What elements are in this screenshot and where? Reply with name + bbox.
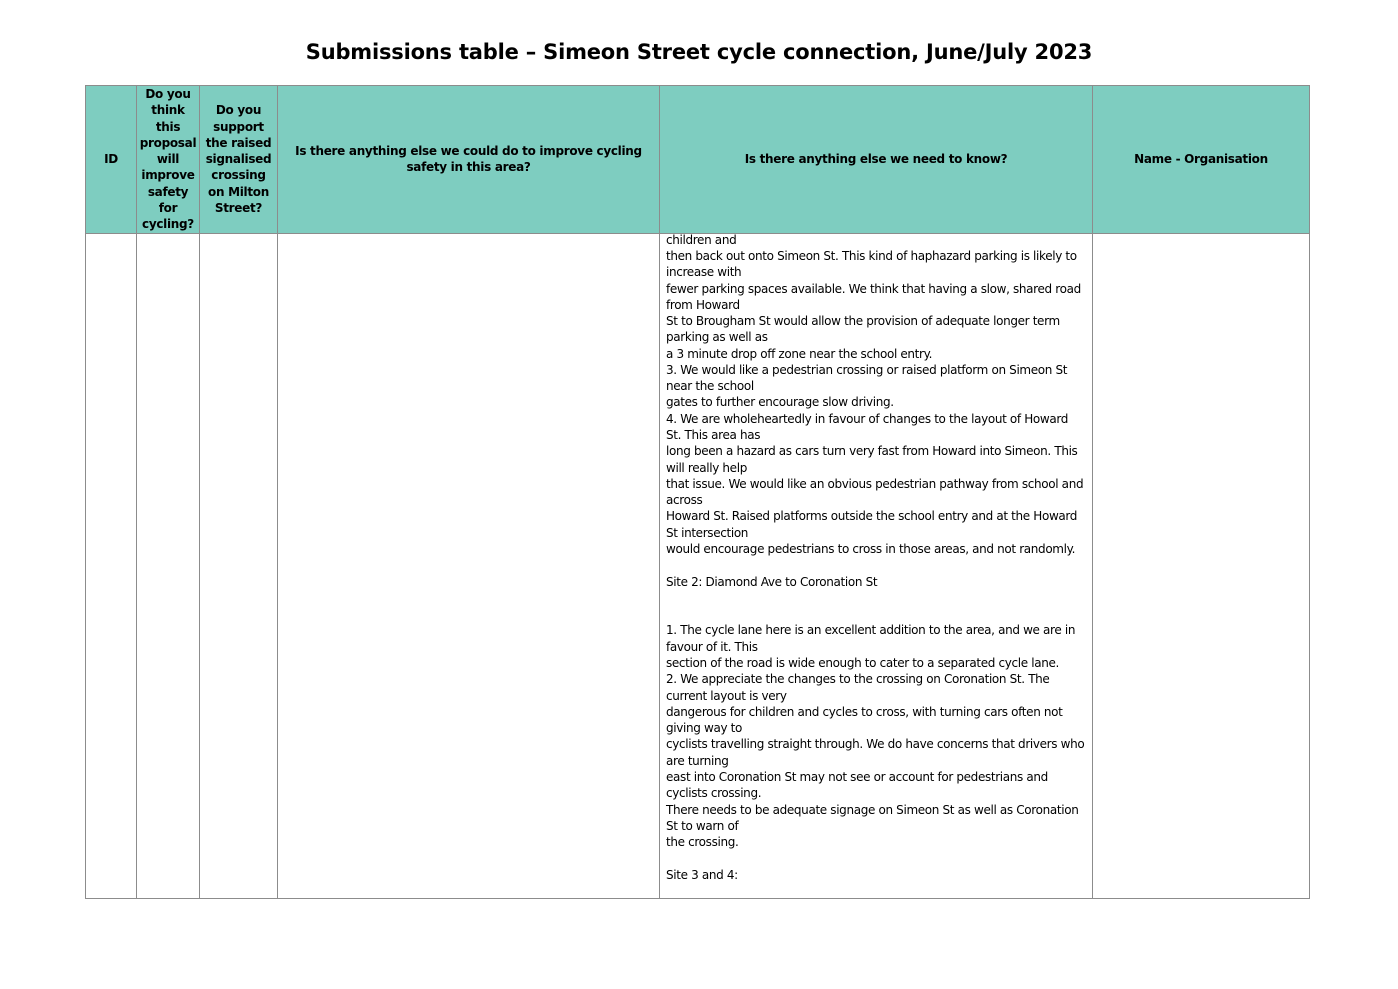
submissions-table — [85, 85, 1310, 899]
header-anything-else-know: Is there anything else we need to know? — [660, 86, 1093, 234]
submission-text: children and then back out onto Simeon St. This kind of haphazard parking is likely to increase with fewer parking spaces available. We think that having a slow, shared road from Howard St to Brougham St would allow the provision of adequate longer term parking as well as a 3 minute drop off zone near the school entry. 3. We would like a pedestrian crossing or raised platform on Simeon St near the school gates to further encourage slow driving. 4. We are wholeheartedly in favour of changes to the layout of Howard St. This area has long been a hazard as cars turn very fast from Howard into Simeon. This will really help that issue. We would like an obvious pedestrian pathway from school and across Howard St. Raised platforms outside the school entry and at the Howard St intersection would encourage pedestrians to cross in those areas, and not randomly. Site 2: Diamond Ave to Coronation St 1. The cycle lane here is an excellent addition to the area, and we are in favour of it. This section of the road is wide enough to cater to a separated cycle lane. 2. We appreciate the changes to the crossing on Coronation St. The current layout is very dangerous for children and cycles to cross, with turning cars often not giving way to cyclists travelling straight through. We do have concerns that drivers who are turning east into Coronation St may not see or account for pedestrians and cyclists crossing. There needs to be adequate signage on Simeon St as well as Coronation St to warn of the crossing. Site 3 and 4: — [666, 232, 1085, 882]
header-name-organisation: Name - Organisation — [1093, 86, 1310, 234]
cell-support-crossing — [200, 233, 278, 898]
header-anything-else-improve: Is there anything else we could do to improve cycling safety in this area? — [278, 86, 660, 234]
cell-id — [86, 233, 137, 898]
header-id: ID — [86, 86, 137, 234]
document-title: Submissions table – Simeon Street cycle connection, June/July 2023 — [305, 40, 1093, 64]
table-body — [86, 233, 1310, 898]
cell-improve-safety — [137, 233, 200, 898]
cell-anything-else-know — [660, 233, 1093, 898]
header-support-crossing: Do you support the raised signalised crossing on Milton Street? — [200, 86, 278, 234]
header-improve-safety: Do you think this proposal will improve safety for cycling? — [137, 86, 200, 234]
header-row — [86, 86, 1310, 234]
cell-anything-else-improve — [278, 233, 660, 898]
table-header — [86, 86, 1310, 234]
table-row — [86, 233, 1310, 898]
cell-name-organisation — [1093, 233, 1310, 898]
